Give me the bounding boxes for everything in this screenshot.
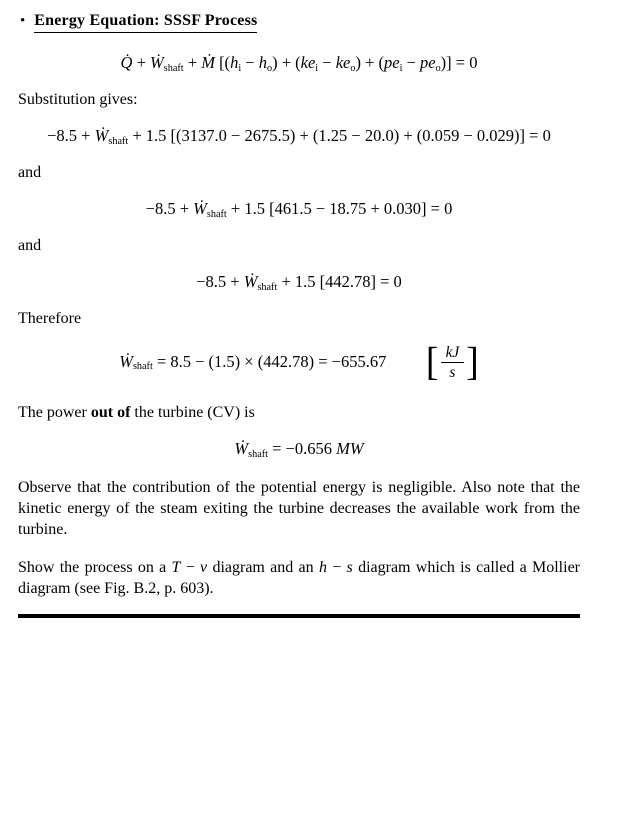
math-token: ) + ( xyxy=(272,53,301,73)
math-token xyxy=(425,339,479,384)
math-token: − xyxy=(402,53,420,73)
math-token: h xyxy=(230,53,239,73)
math-token: pe xyxy=(384,53,400,73)
math-token: o xyxy=(266,62,273,74)
math-token: Show the process on a xyxy=(18,559,172,577)
equation-reduced-2 xyxy=(18,271,580,293)
math-token: ) + ( xyxy=(355,53,384,73)
math-token: ke xyxy=(300,53,316,73)
equation-result xyxy=(18,339,580,384)
math-token: i xyxy=(238,62,242,74)
bottom-rule xyxy=(18,614,580,618)
connector-and-1: and xyxy=(18,163,42,181)
math-token: − xyxy=(318,53,336,73)
math-token: o xyxy=(350,62,356,74)
power-sentence xyxy=(18,402,580,423)
substitution-label: Substitution gives: xyxy=(18,90,138,108)
bullet-icon: • xyxy=(20,13,26,29)
math-token: Ẇ xyxy=(94,125,109,145)
math-token: MW xyxy=(336,439,364,458)
math-token: shaft xyxy=(108,135,129,147)
equation-megawatt xyxy=(18,438,580,460)
math-token: o xyxy=(435,62,441,74)
right-bracket: ] xyxy=(466,339,479,384)
math-token: shaft xyxy=(206,208,227,220)
show-paragraph xyxy=(18,557,580,599)
equation-reduced-1 xyxy=(18,198,580,220)
fraction-denominator: s xyxy=(449,364,456,382)
math-token: Ẇ xyxy=(243,271,258,291)
math-token: ke xyxy=(335,53,351,73)
math-token: − xyxy=(241,53,259,73)
math-token: )] = 0 xyxy=(440,53,478,73)
math-token: diagram and an xyxy=(207,559,319,577)
math-token: v xyxy=(200,559,208,577)
math-token: Ẇ xyxy=(234,439,249,458)
math-token: i xyxy=(315,62,319,74)
math-token: Ẇ xyxy=(193,198,207,218)
math-token: h xyxy=(318,559,327,577)
math-token: Ẇ xyxy=(119,351,133,371)
section-title: Energy Equation: SSSF Process xyxy=(34,10,257,33)
math-token: T xyxy=(171,559,181,577)
connector-and-2: and xyxy=(18,236,42,254)
math-token: − xyxy=(326,559,347,577)
math-token: Ẇ xyxy=(150,53,164,73)
fraction-numerator: kJ xyxy=(441,344,465,364)
math-token: = 8.5 − (1.5) × (442.78) = −655.67 xyxy=(152,351,387,371)
math-token: + xyxy=(132,53,150,73)
math-token: −8.5 + xyxy=(47,125,95,145)
equation-energy xyxy=(18,52,580,74)
math-token: shaft xyxy=(257,281,278,293)
fraction xyxy=(441,344,465,382)
math-token: + xyxy=(183,53,202,73)
math-token: pe xyxy=(419,53,436,73)
math-token: = −0.656 xyxy=(268,439,337,458)
math-token: Ṁ xyxy=(201,53,215,73)
math-token: s xyxy=(346,559,353,577)
math-token: shaft xyxy=(132,361,153,373)
math-token: + 1.5 [(3137.0 − 2675.5) + (1.25 − 20.0) + (0.059 − 0.029)] = 0 xyxy=(128,125,551,145)
power-sentence-bold: out of xyxy=(90,403,131,421)
math-token: i xyxy=(399,62,403,74)
therefore-label: Therefore xyxy=(18,309,82,327)
power-sentence-pre: The power xyxy=(18,403,91,421)
math-token: −8.5 + xyxy=(196,271,244,291)
power-sentence-post: the turbine (CV) is xyxy=(130,403,255,421)
math-token: diagram which is called a Mollier diagram (see Fig. B.2, p. 603). xyxy=(18,559,580,598)
observe-paragraph: Observe that the contribution of the potential energy is negligible. Also note that the kinetic energy of the steam exiting the turbine decreases the available work from the turbine. xyxy=(18,478,580,538)
section-heading xyxy=(18,10,580,33)
math-token: + 1.5 [442.78] = 0 xyxy=(277,271,402,291)
equation-substitution xyxy=(18,125,580,147)
math-token: shaft xyxy=(163,62,184,74)
math-token: − xyxy=(180,559,201,577)
math-token: Q̇ xyxy=(120,53,133,73)
math-token: [( xyxy=(214,53,231,73)
math-token: shaft xyxy=(248,448,268,460)
math-token: h xyxy=(258,53,267,73)
left-bracket: [ xyxy=(425,339,439,384)
math-token: −8.5 + xyxy=(145,198,194,218)
math-token: + 1.5 [461.5 − 18.75 + 0.030] = 0 xyxy=(226,198,453,218)
